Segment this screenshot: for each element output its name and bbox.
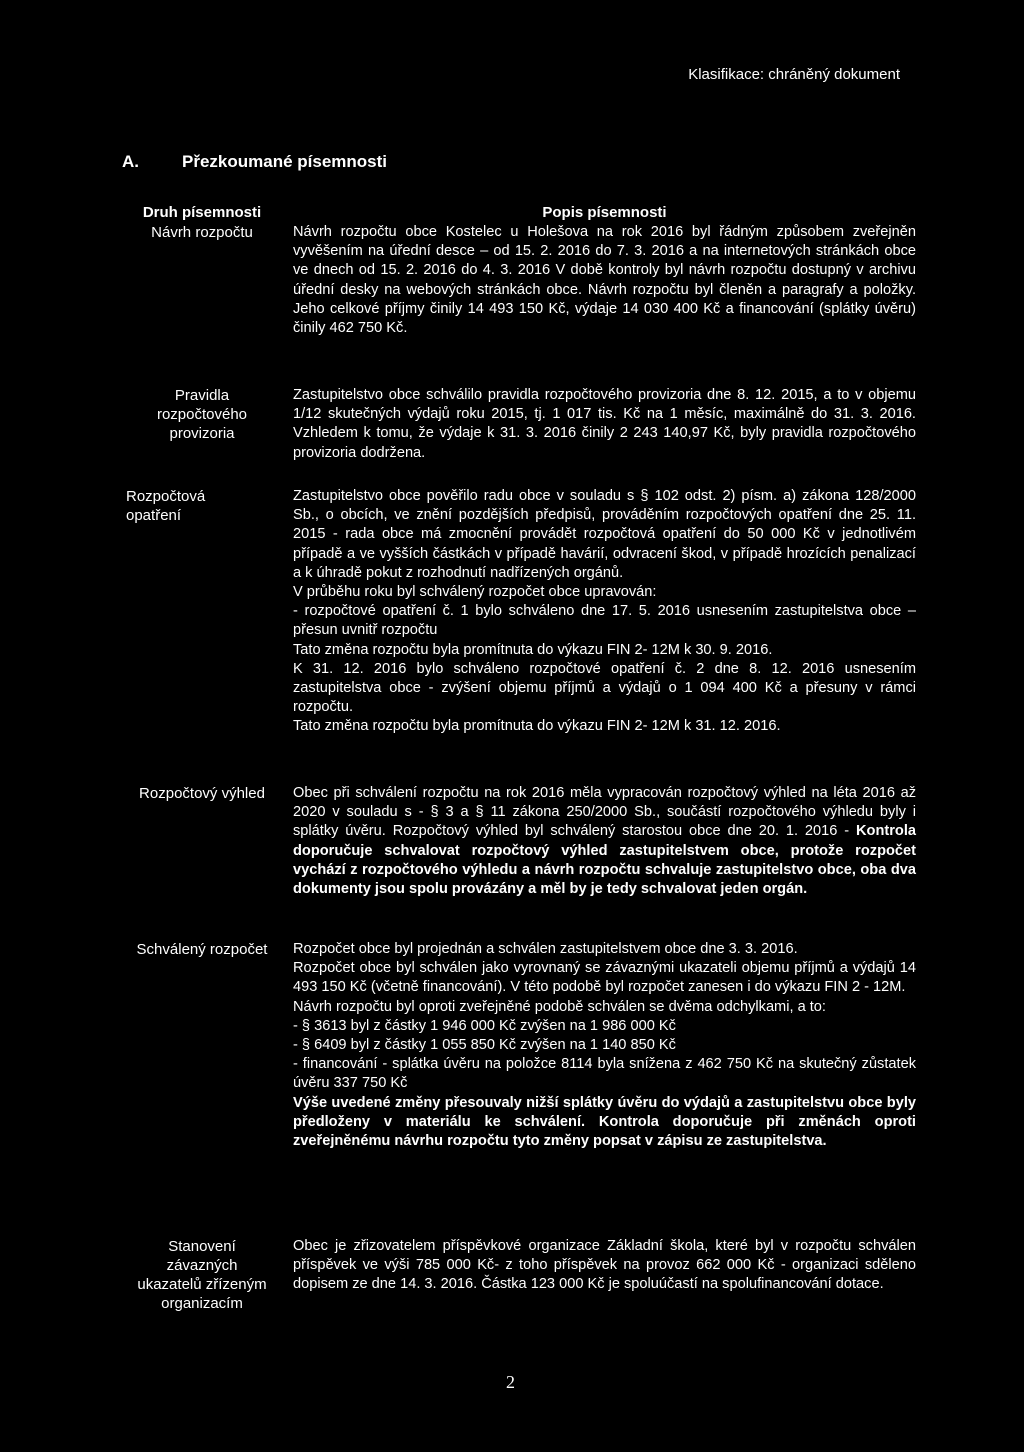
section-letter: A. — [122, 152, 139, 171]
row-paragraph: Obec je zřizovatelem příspěvkové organizace Základní škola, které byl v rozpočtu schválen příspěvek ve výši 785 000 Kč- z toho příspěvek na provoz 662 000 Kč - organizaci sděleno dopisem ze dne 14. 3. 2016. Částka 123 000 Kč je spoluúčastí na spolufinancování dotace. — [293, 1238, 916, 1293]
row-paragraph: Návrh rozpočtu obce Kostelec u Holešova na rok 2016 byl řádným způsobem zveřejněn vyvěšením na úřední desce – od 15. 2. 2016 do 7. 3. 2016 a na internetových stránkách obce ve dnech od 15. 2. 2016 do 4. 3. 2016 V době kontroly byl návrh rozpočtu dostupný v archivu úřední desky na webových stránkách obce. Návrh rozpočtu byl členěn a paragrafy a položky. Jeho celkové příjmy činily 14 493 150 Kč, výdaje 14 030 400 Kč a financování (splátky úvěru) činily 462 750 Kč. — [293, 224, 916, 337]
row-type — [118, 487, 286, 737]
row-paragraph: Tato změna rozpočtu byla promítnuta do výkazu FIN 2- 12M k 31. 12. 2016. — [293, 718, 781, 735]
table-row — [118, 487, 916, 737]
row-type: Schválený rozpočet — [136, 941, 268, 958]
row-description — [293, 940, 916, 1151]
row-description — [293, 386, 916, 463]
row-type: Návrh rozpočtu — [151, 224, 253, 241]
table-row — [118, 386, 916, 463]
header-document-description: Popis písemnosti — [542, 204, 667, 221]
table-header — [118, 203, 916, 222]
table-row — [118, 223, 916, 338]
row-description — [293, 784, 916, 899]
row-paragraph: Zastupitelstvo obce pověřilo radu obce v souladu s § 102 odst. 2) písm. a) zákona 128/2000 Sb., o obcích, ve znění pozdějších předpisů, prováděním rozpočtových opatření dne 25. 11. 2015 - rada obce má zmocnění provádět rozpočtová opatření do 50 000 Kč v jednotlivém případě a ve vyšších částkách v případě havárií, odvracení škod, v případě hrozících penalizací a k úhradě pokut z rozhodnutí nadřízených orgánů. — [293, 488, 916, 581]
section-title — [122, 152, 387, 172]
row-paragraph-text: Obec při schválení rozpočtu na rok 2016 měla vypracován rozpočtový výhled na léta 2016 až 2020 v souladu s - § 3 a § 11 zákona 250/2000 Sb., součástí rozpočtového výhledu byly i splátky úvěru. Rozpočtový výhled byl schválený starostou obce dne 20. 1. 2016 - — [293, 785, 916, 840]
row-paragraph: - § 6409 byl z částky 1 055 850 Kč zvýšen na 1 140 850 Kč — [293, 1037, 676, 1054]
row-paragraph: - rozpočtové opatření č. 1 bylo schváleno dne 17. 5. 2016 usnesením zastupitelstva obce – přesun uvnitř rozpočtu — [293, 603, 916, 639]
row-paragraph: Tato změna rozpočtu byla promítnuta do výkazu FIN 2- 12M k 30. 9. 2016. — [293, 641, 773, 658]
row-paragraph: V průběhu roku byl schválený rozpočet obce upravován: — [293, 584, 657, 601]
row-recommendation: Výše uvedené změny přesouvaly nižší splátky úvěru do výdajů a zastupitelstvu obce byly předloženy v materiálu ke schválení. Kontrola doporučuje při změnách oproti zveřejněnému návrhu rozpočtu tyto změny popsat v zápisu ze zastupitelstva. — [293, 1094, 916, 1150]
row-recommendation: Kontrola doporučuje schvalovat rozpočtový výhled zastupitelstvem obce, protože rozpočet vychází z rozpočtového výhledu a návrh rozpočtu schvaluje zastupitelstvo obce, oba dva dokumenty jsou spolu provázány a měl by je tedy schvalovat jeden orgán. — [293, 823, 916, 898]
table-row — [118, 784, 916, 899]
row-paragraph — [293, 784, 916, 899]
row-paragraph: K 31. 12. 2016 bylo schváleno rozpočtové opatření č. 2 dne 8. 12. 2016 usnesením zastupitelstva obce - zvýšení objemu příjmů a výdajů o 1 094 400 Kč a přesuny v rámci rozpočtu. — [293, 660, 916, 716]
page-number: 2 — [506, 1372, 515, 1392]
row-description — [293, 223, 916, 338]
row-paragraph: Návrh rozpočtu byl oproti zveřejněné podobě schválen se dvěma odchylkami, a to: — [293, 998, 826, 1015]
header-document-type: Druh písemnosti — [142, 204, 262, 221]
row-paragraph: Rozpočet obce byl schválen jako vyrovnaný se závaznými ukazateli objemu příjmů a výdajů 14 493 150 Kč (včetně financování). V této podobě byl rozpočet zanesen i do výkazu FIN 2 - 12M. — [293, 960, 916, 996]
row-type: Pravidla rozpočtového provizoria — [156, 387, 248, 442]
row-paragraph: Rozpočet obce byl projednán a schválen zastupitelstvem obce dne 3. 3. 2016. — [293, 941, 798, 957]
table-row — [118, 940, 916, 1151]
row-type-text: Rozpočtová opatření — [126, 488, 206, 524]
classification-label: Klasifikace: chráněný dokument — [688, 66, 900, 83]
row-paragraph: - financování - splátka úvěru na položce 8114 byla snížena z 462 750 Kč na skutečný zůstatek úvěru 337 750 Kč — [293, 1056, 916, 1092]
row-type: Rozpočtový výhled — [139, 785, 265, 802]
row-paragraph: Zastupitelstvo obce schválilo pravidla rozpočtového provizoria dne 8. 12. 2015, a to v objemu 1/12 skutečných výdajů roku 2015, tj. 1 017 tis. Kč na 1 měsíc, maximálně do 31. 3. 2016. Vzhledem k tomu, že výdaje k 31. 3. 2016 činily 2 243 140,97 Kč, byly pravidla rozpočtového provizoria dodržena. — [293, 387, 916, 461]
table-row — [118, 1237, 916, 1313]
row-description — [293, 487, 916, 737]
row-description — [293, 1237, 916, 1313]
documents-table — [118, 203, 916, 1312]
row-type: Stanovení závazných ukazatelů zřízeným organizacím — [137, 1238, 267, 1312]
row-paragraph: - § 3613 byl z částky 1 946 000 Kč zvýšen na 1 986 000 Kč — [293, 1017, 676, 1034]
section-title-text: Přezkoumané písemnosti — [182, 152, 388, 171]
